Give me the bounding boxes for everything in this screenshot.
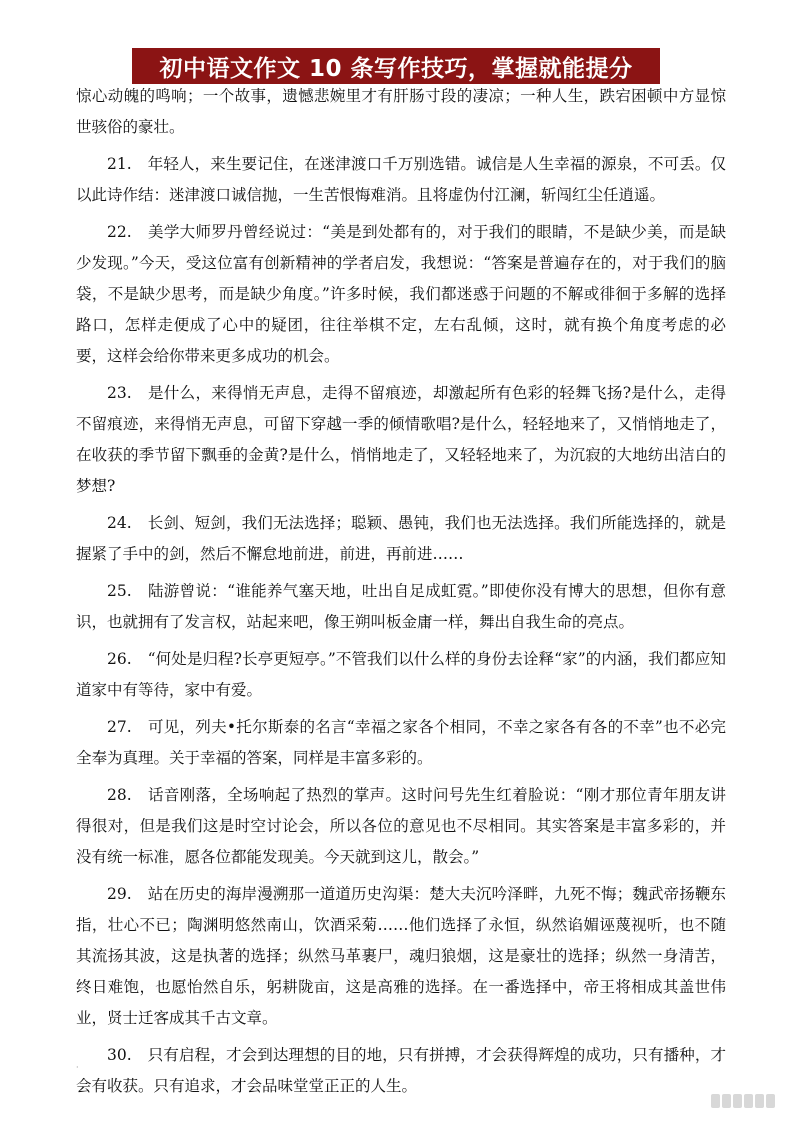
paragraph-number: 28.: [107, 786, 132, 804]
intro-text: 惊心动魄的鸣响；一个故事，遗憾悲婉里才有肝肠寸段的凄凉；一种人生，跌宕困顿中方显惊世骇俗的豪壮。: [76, 87, 726, 136]
paragraph-27: [76, 712, 726, 774]
paragraph-21: [76, 149, 726, 211]
watermark-bar-icon: [744, 1094, 753, 1108]
paragraph-25: [76, 576, 726, 638]
paragraph-26: [76, 644, 726, 706]
paragraph-24: [76, 508, 726, 570]
document-title-banner: [132, 48, 660, 84]
paragraph-22: [76, 217, 726, 372]
paragraph-text: 可见，列夫•托尔斯泰的名言“幸福之家各个相同，不幸之家各有各的不幸”也不必完全奉为真理。关于幸福的答案，同样是丰富多彩的。: [76, 718, 726, 767]
watermark-bar-icon: [733, 1094, 742, 1108]
paragraph-29: [76, 879, 726, 1034]
paragraph-text: 站在历史的海岸漫溯那一道道历史沟渠：楚大夫沉吟泽畔，九死不悔；魏武帝扬鞭东指，壮心不已；陶渊明悠然南山，饮酒采菊……他们选择了永恒，纵然谄媚诬蔑视听，也不随其流扬其波，这是执著的选择；纵然马革裹尸，魂归狼烟，这是豪壮的选择；纵然一身清苦，终日难饱，也愿怡然自乐，躬耕陇亩，这是高雅的选择。在一番选择中，帝王将相成其盖世伟业，贤士迁客成其千古文章。: [76, 885, 726, 1027]
watermark-bar-icon: [755, 1094, 764, 1108]
paragraph-text: 年轻人，来生要记住，在迷津渡口千万别选错。诚信是人生幸福的源泉，不可丢。仅以此诗作结：迷津渡口诚信抛，一生苦恨悔难消。且将虚伪付江澜，斩闯红尘任逍遥。: [76, 155, 726, 204]
paragraph-text: 长剑、短剑，我们无法选择；聪颖、愚钝，我们也无法选择。我们所能选择的，就是握紧了手中的剑，然后不懈怠地前进，前进，再前进……: [76, 514, 726, 563]
paragraph-number: 27.: [107, 718, 132, 736]
paragraph-text: 话音刚落，全场响起了热烈的掌声。这时问号先生红着脸说：“刚才那位青年朋友讲得很对，但是我们这是时空讨论会，所以各位的意见也不尽相同。其实答案是丰富多彩的，并没有统一标准，愿各位都能发现美。今天就到这儿，散会。”: [76, 786, 726, 866]
paragraph-number: 23.: [107, 384, 132, 402]
document-title: 初中语文作文 10 条写作技巧，掌握就能提分: [159, 55, 633, 82]
paragraph-number: 22.: [107, 223, 132, 241]
paragraph-text: 美学大师罗丹曾经说过：“美是到处都有的，对于我们的眼睛，不是缺少美，而是缺少发现。”今天，受这位富有创新精神的学者启发，我想说：“答案是普遍存在的，对于我们的脑袋，不是缺少思考，而是缺少角度。”许多时候，我们都迷惑于问题的不解或徘徊于多解的选择路口，怎样走便成了心中的疑团，往往举棋不定，左右乱倾，这时，就有换个角度考虑的必要，这样会给你带来更多成功的机会。: [76, 223, 726, 365]
paragraph-number: 21.: [107, 155, 132, 173]
watermark-bar-icon: [766, 1094, 775, 1108]
stray-dot: ·: [76, 1063, 79, 1072]
article-body: [76, 81, 726, 1108]
paragraph-text: “何处是归程?长亭更短亭。”不管我们以什么样的身份去诠释“家”的内涵，我们都应知道家中有等待，家中有爱。: [76, 650, 726, 699]
paragraph-30: [76, 1040, 726, 1102]
paragraph-text: 陆游曾说：“谁能养气塞天地，吐出自足成虹霓。”即使你没有博大的思想，但你有意识，也就拥有了发言权，站起来吧，像王朔叫板金庸一样，舞出自我生命的亮点。: [76, 582, 726, 631]
intro-paragraph: [76, 81, 726, 143]
paragraph-number: 24.: [107, 514, 132, 532]
paragraph-text: 只有启程，才会到达理想的目的地，只有拼搏，才会获得辉煌的成功，只有播种，才会有收获。只有追求，才会品味堂堂正正的人生。: [76, 1046, 726, 1095]
paragraph-text: 是什么，来得悄无声息，走得不留痕迹，却激起所有色彩的轻舞飞扬?是什么，走得不留痕迹，来得悄无声息，可留下穿越一季的倾情歌唱?是什么，轻轻地来了，又悄悄地走了，在收获的季节留下飘垂的金黄?是什么，悄悄地走了，又轻轻地来了，为沉寂的大地纺出洁白的梦想?: [76, 384, 726, 495]
watermark-logo: [711, 1094, 775, 1108]
paragraph-23: [76, 378, 726, 502]
paragraph-number: 26.: [107, 650, 132, 668]
paragraph-number: 25.: [107, 582, 132, 600]
paragraph-28: [76, 780, 726, 873]
paragraph-number: 29.: [107, 885, 132, 903]
watermark-bar-icon: [722, 1094, 731, 1108]
paragraph-number: 30.: [107, 1046, 132, 1064]
watermark-bar-icon: [711, 1094, 720, 1108]
